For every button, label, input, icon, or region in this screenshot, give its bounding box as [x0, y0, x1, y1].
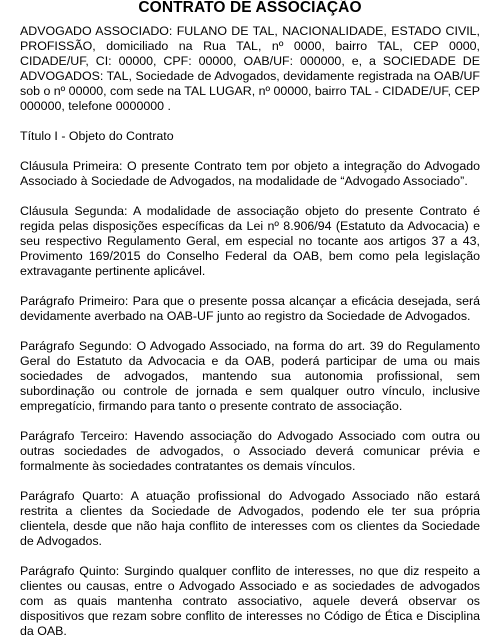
paragrafo-segundo: Parágrafo Segundo: O Advogado Associado, na forma do art. 39 do Regulamento Geral do Estatuto da Advocacia e da OAB, poderá participar de uma ou mais sociedades de advogados, mantendo sua autonomia profissional, sem subordinação ou controle de jornada e sem qualquer outro vínculo, inclusive empregatício, firmando para tanto o presente contrato de associação. [20, 339, 480, 413]
paragrafo-terceiro: Parágrafo Terceiro: Havendo associação do Advogado Associado com outra ou outras sociedades de advogados, o Associado deverá comunicar prévia e formalmente às sociedades contratantes os demais vínculos. [20, 429, 480, 473]
clause-segunda: Cláusula Segunda: A modalidade de associação objeto do presente Contrato é regida pelas disposições específicas da Lei nº 8.906/94 (Estatuto da Advocacia) e seu respectivo Regulamento Geral, em especial no tocante aos artigos 37 a 43, Provimento 169/2015 do Conselho Federal da OAB, bem como pela legislação extravagante pertinente aplicável. [20, 204, 480, 278]
clause-primeira: Cláusula Primeira: O presente Contrato tem por objeto a integração do Advogado Associado à Sociedade de Advogados, na modalidade de “Advogado Associado”. [20, 159, 480, 188]
paragrafo-quinto: Parágrafo Quinto: Surgindo qualquer conflito de interesses, no que diz respeito a clientes ou causas, entre o Advogado Associado e as sociedades de advogados com as quais mantenha contrato associativo, aquele deverá observar os dispositivos que rezam sobre conflito de interesses no Código de Ética e Disciplina da OAB. [20, 564, 480, 638]
parties-paragraph: ADVOGADO ASSOCIADO: FULANO DE TAL, NACIONALIDADE, ESTADO CIVIL, PROFISSÃO, domiciliado na Rua TAL, nº 0000, bairro TAL, CEP 0000, CIDADE/UF, CI: 00000, CPF: 00000, OAB/UF: 000000, e, a SOCIEDADE DE ADVOGADOS: TAL, Sociedade de Advogados, devidamente registrada na OAB/UF sob o nº 00000, com sede na TAL LUGAR, nº 00000, bairro TAL - CIDADE/UF, CEP 000000, telefone 0000000 . [20, 24, 480, 113]
document-title: CONTRATO DE ASSOCIAÇÃO [138, 0, 362, 16]
section-title: Título I - Objeto do Contrato [20, 129, 174, 143]
paragrafo-primeiro: Parágrafo Primeiro: Para que o presente possa alcançar a eficácia desejada, será devidamente averbado na OAB-UF junto ao registro da Sociedade de Advogados. [20, 294, 480, 323]
paragrafo-quarto: Parágrafo Quarto: A atuação profissional do Advogado Associado não estará restrita a clientes da Sociedade de Advogados, podendo ele ter sua própria clientela, desde que não haja conflito de interesses com os clientes da Sociedade de Advogados. [20, 489, 480, 548]
